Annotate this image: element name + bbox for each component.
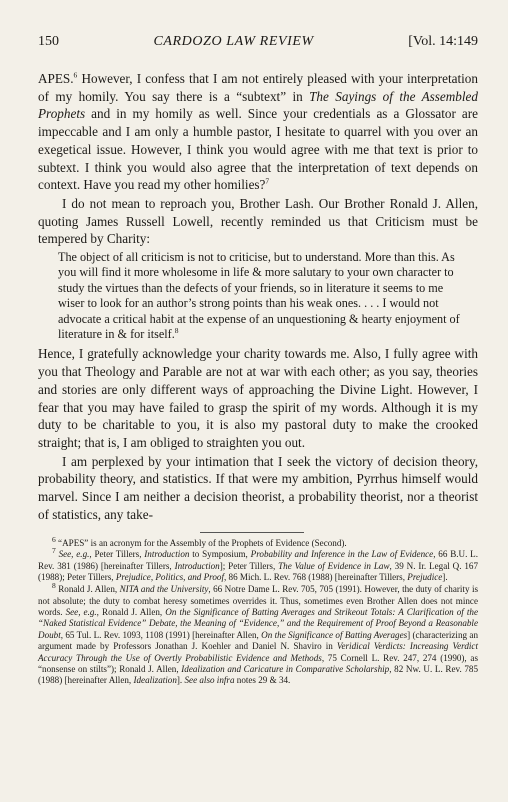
- footnote-text: , 82 Nw. U. L. Rev. 785 (1988) [hereinafter Allen,: [38, 663, 479, 686]
- block-quote: [58, 250, 460, 342]
- paragraph-2: I do not mean to reproach you, Brother Lash. Our Brother Ronald J. Allen, quoting James Russell Lowell, recently reminded us that Criticism must be tempered by Charity:: [38, 195, 478, 247]
- footnote-8: [38, 581, 479, 687]
- footnote-text: , 75 Cornell L. Rev. 247, 274 (1990), as “nonsense on stilts”); Ronald J. Allen,: [38, 652, 479, 674]
- citation-short-title: Introduction: [174, 560, 220, 571]
- paragraph-3: Hence, I gratefully acknowledge your charity towards me. Also, I fully agree with you that Theology and Parable are not at war with each other; as you say, theories and stories are only different ways of approaching the Divine Light. However, I fear that you may have failed to grasp the spirit of my words. Although it is my duty to be charitable to you, it is also my pastoral duty to make the crooked straight; that is, I am obliged to straighten you out.: [38, 346, 478, 450]
- footnotes: [38, 534, 479, 687]
- journal-title: CARDOZO LAW REVIEW: [153, 34, 314, 49]
- paragraph-1: [38, 70, 478, 194]
- footnote-ref-7[interactable]: 7: [265, 176, 270, 186]
- signal: See also infra: [184, 675, 235, 686]
- footnote-text: , 66 B.U. L. Rev. 381 (1986) [hereinafter Tillers,: [38, 549, 478, 571]
- citation-short-title: Prejudice: [407, 572, 443, 583]
- paragraph-4: I am perplexed by your intimation that I seek the victory of decision theory, probability theory, and statistics. If that were my ambition, Pyrrhus himself would marvel. Since I am neither a decision theorist, a probability theorist, nor a theorist of statistics, any take-: [38, 453, 478, 522]
- footnote-number: 8: [52, 581, 56, 591]
- footnote-text: Ronald J. Allen,: [58, 584, 120, 595]
- footnote-text: ]; Peter Tillers,: [219, 560, 279, 571]
- footnote-text: notes 29 & 34.: [234, 675, 291, 686]
- main-text: [38, 70, 478, 524]
- footnote-number: 7: [52, 546, 56, 556]
- footnote-text: ] (characterizing an argument made by Professors Jonathan J. Koehler and Daniel N. Shaviro in: [38, 629, 478, 652]
- footnote-number: 6: [52, 534, 56, 544]
- footnote-text: to Symposium,: [189, 549, 251, 560]
- citation-title: Idealization and Caricature in Comparative Scholarship: [181, 663, 390, 674]
- footnote-text: ].: [176, 675, 185, 686]
- volume-citation: [Vol. 14:149: [408, 34, 478, 49]
- footnote-text: , 66 Notre Dame L. Rev. 705, 705 (1991). However, the duty of charity is not absolute; the duty to combat heresy sometimes overrides it. Thus, sometimes even Brother Allen does not mince words.: [38, 584, 479, 617]
- citation-title: NITA and the University: [119, 584, 209, 595]
- citation-title: Prejudice, Politics, and Proof: [115, 572, 224, 583]
- running-header: [38, 34, 478, 56]
- footnote-ref-6[interactable]: 6: [73, 70, 78, 80]
- footnote-6: [38, 534, 478, 549]
- signal: See, e.g.: [65, 606, 97, 617]
- book-title: The Sayings of the Assembled Prophets: [38, 88, 478, 122]
- citation-short-title: Idealization: [133, 675, 177, 686]
- citation-title: The Value of Evidence in Law: [278, 560, 390, 571]
- citation-title: Veridical Verdicts: Increasing Verdict Accuracy Through the Use of Overtly Probabilistic Evidence and Methods: [38, 641, 478, 663]
- citation-title: Probability and Inference in the Law of Evidence: [250, 549, 434, 560]
- footnote-divider: [200, 532, 304, 533]
- footnote-text: , Ronald J. Allen,: [96, 606, 166, 617]
- footnote-text: , Peter Tillers,: [89, 549, 145, 560]
- citation-title: On the Significance of Batting Averages and Strikeout Totals: A Clarification of the “Naked Statistical Evidence” Debate, the Meaning of “Evidence,” and the Requirement of Proof Beyond a Reasonable Doubt: [38, 606, 479, 640]
- signal: See, e.g.: [58, 549, 90, 560]
- paragraph-1-text-c: and in my homily as well. Since your credentials as a Glossator are impeccable and I am only a humble pastor, I hesitate to quarrel with you over an exegetical issue. However, I think you would agree with me that text is prior to subtext. I think you would also agree that the interpretation of text depends on context. Have you read my other homilies?: [38, 106, 478, 193]
- citation-short-title: On the Significance of Batting Averages: [261, 629, 408, 640]
- footnote-text: , 65 Tul. L. Rev. 1093, 1108 (1991) [hereinafter Allen,: [60, 629, 262, 640]
- citation-title: Introduction: [144, 549, 190, 560]
- footnote-ref-8[interactable]: 8: [174, 326, 179, 335]
- block-quote-text: The object of all criticism is not to criticise, but to understand. More than this. As you will find it more wholesome in life & more salutary to your own character to study the virtues than the defects of your friends, so in literature it seems to me wiser to look for an author’s strong points than his weak ones. . . . I would not advocate a critical habit at the expense of an unquestioning & hearty enjoyment of literature in & for itself.: [58, 250, 460, 342]
- footnote-text: ].: [442, 572, 448, 583]
- paragraph-1-text-b: However, I confess that I am not entirely pleased with your interpretation of my homily. You say there is a “subtext” in: [38, 71, 478, 104]
- footnote-text: , 39 N. Ir. Legal Q. 167 (1988); Peter Tillers,: [38, 560, 479, 583]
- footnote-text: “APES” is an acronym for the Assembly of the Prophets of Evidence (Second).: [58, 537, 347, 548]
- paragraph-1-text-a: APES.: [38, 71, 74, 86]
- footnote-7: [38, 546, 479, 583]
- page-number: 150: [38, 34, 59, 49]
- footnote-text: , 86 Mich. L. Rev. 768 (1988) [hereinafter Tillers,: [224, 572, 408, 583]
